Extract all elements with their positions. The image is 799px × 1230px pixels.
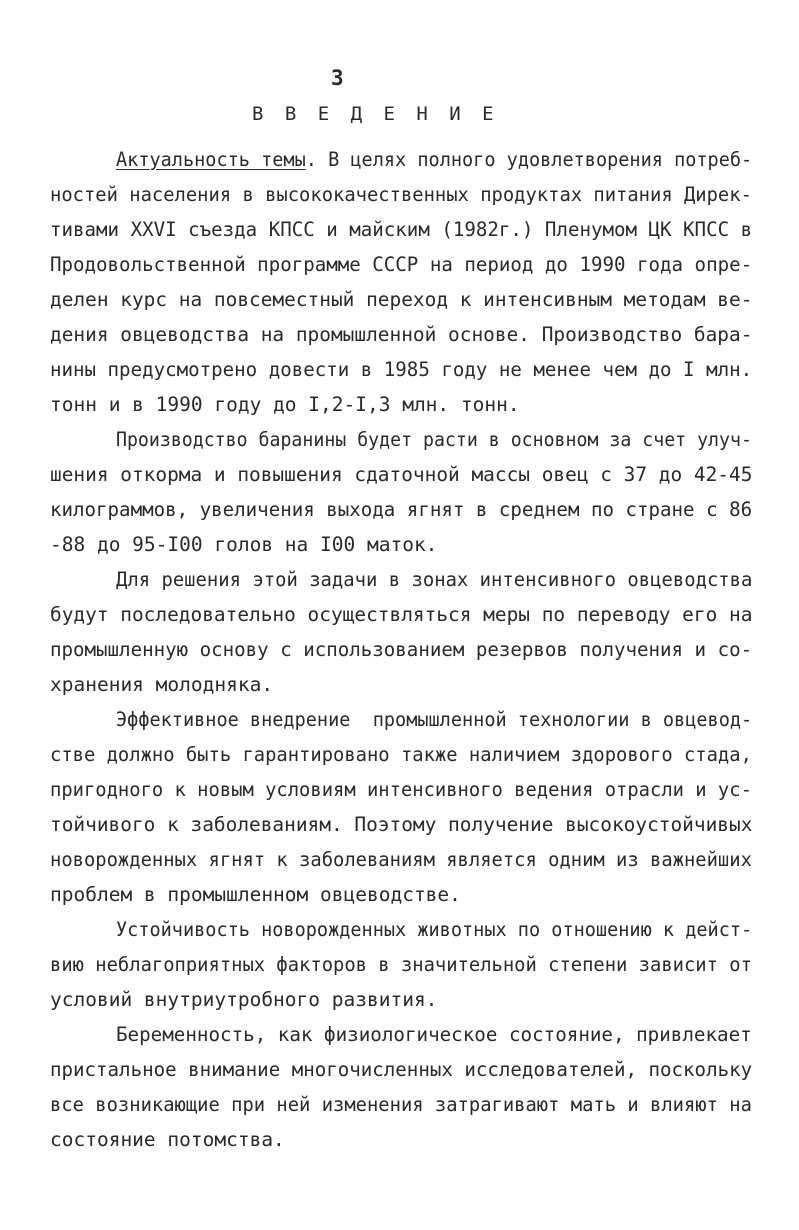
text-line: новорожденных ягнят к заболеваниям является одним из важнейших xyxy=(50,848,752,871)
text-line: вию неблагоприятных факторов в значительной степени зависит от xyxy=(50,953,752,976)
text-line: состояние потомства. xyxy=(50,1128,285,1151)
text-line: пристальное внимание многочисленных исследователей, поскольку xyxy=(50,1058,753,1081)
text-line: будут последовательно осуществляться меры по переводу его на xyxy=(50,603,753,626)
text-line: килограммов, увеличения выхода ягнят в среднем по стране с 86 xyxy=(50,498,753,521)
text-line: Беременность, как физиологическое состояние, привлекает xyxy=(116,1023,752,1046)
text-line: тивами XXVI съезда КПСС и майским (1982г.) Пленумом ЦК КПСС в xyxy=(50,218,753,241)
text-line: шения откорма и повышения сдаточной массы овец с 37 до 42-45 xyxy=(50,463,753,486)
text-line: все возникающие при ней изменения затрагивают мать и влияют на xyxy=(50,1093,752,1116)
text-line: Актуальность темы. В целях полного удовлетворения потреб- xyxy=(116,148,753,171)
text-line: Устойчивость новорожденных животных по отношению к дейст- xyxy=(116,918,753,941)
text-line: тойчивого к заболеваниям. Поэтому получение высокоустойчивых xyxy=(50,813,753,836)
text-line: промышленную основу с использованием резервов получения и со- xyxy=(50,638,753,661)
page-number: 3 xyxy=(331,66,344,90)
text-line: хранения молодняка. xyxy=(50,673,274,696)
text-line: Продовольственной программе СССР на период до 1990 года опре- xyxy=(50,253,753,276)
topic-lead: Актуальность темы xyxy=(116,148,306,171)
text-line: проблем в промышленном овцеводстве. xyxy=(50,883,461,906)
text-line: тонн и в 1990 году до I,2-I,3 млн. тонн. xyxy=(50,393,520,416)
text-line: стве должно быть гарантировано также наличием здорового стада, xyxy=(50,743,752,766)
text-line: Эффективное внедрение промышленной технологии в овцевод- xyxy=(116,708,753,731)
text-line: ностей населения в высококачественных продуктах питания Дирек- xyxy=(50,183,752,206)
text-line: дения овцеводства на промышленной основе. Производство бара- xyxy=(50,323,753,346)
text-line: делен курс на повсеместный переход к интенсивным методам ве- xyxy=(50,288,753,311)
page-title: В В Е Д Е Н И Е xyxy=(252,103,496,125)
text-line: Производство баранины будет расти в основном за счет улуч- xyxy=(116,428,752,451)
text-line: условий внутриутробного развития. xyxy=(50,988,438,1011)
text-line: Для решения этой задачи в зонах интенсивного овцеводства xyxy=(116,568,753,591)
text-line: пригодного к новым условиям интенсивного ведения отрасли и ус- xyxy=(50,778,752,801)
text-line: нины предусмотрено довести в 1985 году не менее чем до I млн. xyxy=(50,358,753,381)
text-line: -88 до 95-I00 голов на I00 маток. xyxy=(50,533,438,556)
